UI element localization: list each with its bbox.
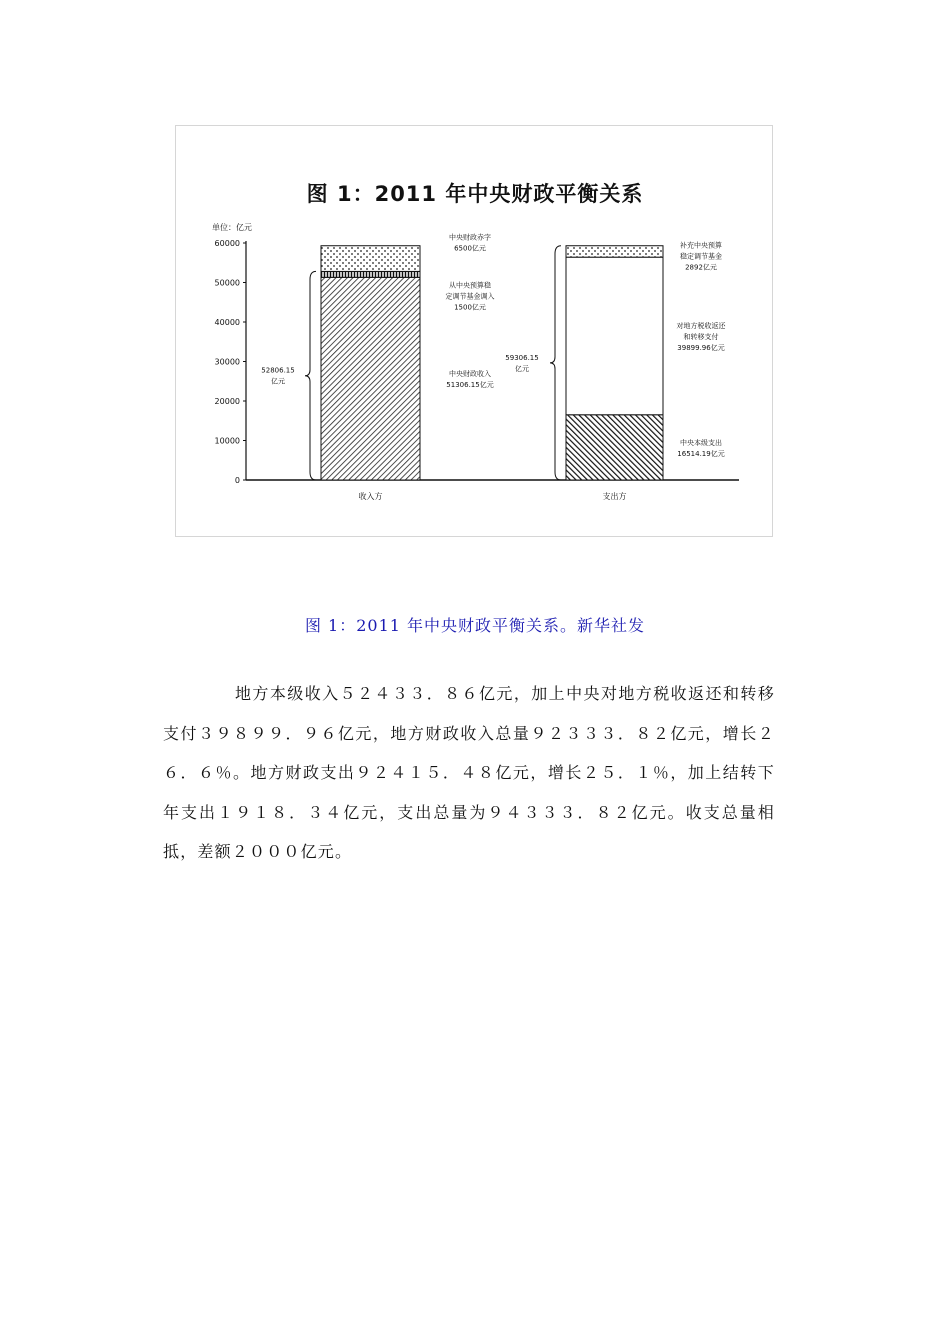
paragraph: 地方本级收入５２４３３．８６亿元，加上中央对地方税收返还和转移支付３９８９９．９６亿元，地方财政收入总量９２３３３．８２亿元，增长２６．６％。地方财政支出９２４１５．４８亿元，增长２５．１％，加上结转下年支出１９１８．３４亿元，支出总量为９４３３３．８２亿元。收支总量相抵，差额２０００亿元。 [163,684,775,861]
y-tick-label: 50000 [214,278,240,288]
figure-frame [175,125,773,537]
segment-label: 中央本级支出 [680,438,722,447]
brace-label: 59306.15 [505,353,539,362]
y-tick-label: 10000 [214,436,240,446]
bar-segment [566,415,663,480]
segment-label: 1500亿元 [454,303,486,312]
segment-label: 对地方税收返还 [676,321,726,330]
y-tick-label: 30000 [214,357,240,367]
total-brace [550,246,561,480]
y-tick-label: 20000 [214,397,240,406]
segment-label: 补充中央预算 [680,241,722,250]
y-tick-label: 40000 [214,318,240,327]
segment-label: 16514.19亿元 [677,449,725,458]
bar-segment [321,277,420,480]
bar-segment [566,257,663,415]
brace-label: 52806.15 [261,366,295,375]
bar-segment [321,271,420,277]
category-label: 支出方 [602,492,627,501]
y-tick-label: 0 [234,476,240,485]
unit-label: 单位：亿元 [212,223,252,232]
segment-label: 和转移支付 [683,332,719,341]
y-tick-label: 60000 [214,239,240,248]
balance-chart [176,126,774,538]
segment-label: 6500亿元 [454,244,486,253]
segment-label: 2892亿元 [685,263,717,272]
body-text [163,674,775,872]
segment-label: 39899.96亿元 [677,343,725,352]
segment-label: 稳定调节基金 [680,252,722,261]
figure-caption: 图 1：2011 年中央财政平衡关系。新华社发 [304,616,646,635]
segment-label: 中央财政赤字 [449,233,491,242]
bar-segment [566,246,663,257]
bar-segment [321,246,420,272]
brace-label: 亿元 [515,364,529,373]
segment-label: 定调节基金调入 [445,292,495,301]
category-label: 收入方 [358,492,383,501]
total-brace [305,271,316,480]
chart-title: 图 1：2011 年中央财政平衡关系 [306,182,644,206]
segment-label: 从中央预算稳 [449,281,491,290]
segment-label: 中央财政收入 [449,370,491,379]
brace-label: 亿元 [271,377,285,386]
segment-label: 51306.15亿元 [446,381,494,390]
